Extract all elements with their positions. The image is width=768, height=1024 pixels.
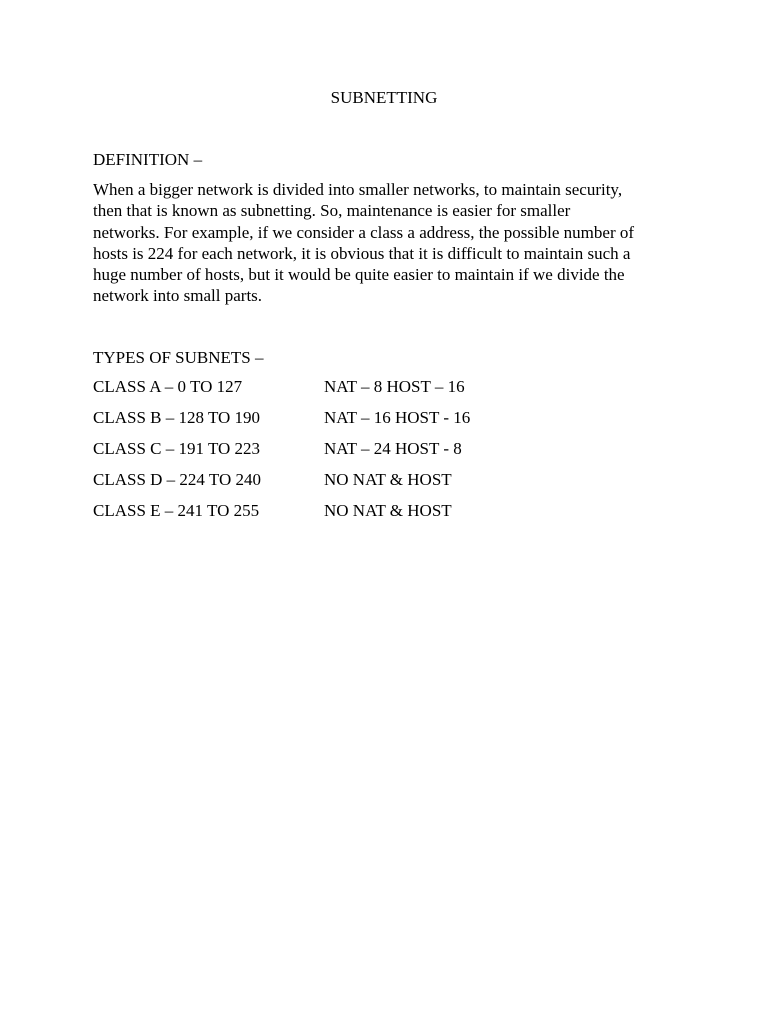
class-range: CLASS D – 224 TO 240 [93, 470, 261, 489]
paragraph-line: networks. For example, if we consider a class a address, the possible number of [93, 222, 635, 242]
paragraph-line: When a bigger network is divided into smaller networks, to maintain security, [93, 180, 623, 199]
nat-host-info: NO NAT & HOST [324, 501, 452, 520]
nat-host-info: NO NAT & HOST [324, 470, 452, 489]
nat-host-info: NAT – 8 HOST – 16 [324, 377, 465, 396]
types-heading: TYPES OF SUBNETS – [93, 348, 264, 367]
nat-host-info: NAT – 24 HOST - 8 [324, 439, 462, 458]
paragraph-line: then that is known as subnetting. So, maintenance is easier for smaller [93, 201, 571, 221]
paragraph-line: huge number of hosts, but it would be quite easier to maintain if we divide the [93, 265, 625, 285]
class-range: CLASS E – 241 TO 255 [93, 501, 260, 520]
paragraph-line: hosts is 224 for each network, it is obvious that it is difficult to maintain such a [93, 243, 631, 263]
nat-host-info: NAT – 16 HOST - 16 [324, 408, 471, 427]
definition-paragraph [93, 179, 673, 307]
class-range: CLASS C – 191 TO 223 [93, 439, 261, 458]
paragraph-line: network into small parts. [93, 286, 263, 306]
class-range: CLASS B – 128 TO 190 [93, 408, 261, 427]
class-range: CLASS A – 0 TO 127 [93, 377, 243, 396]
page-title: SUBNETTING [330, 88, 438, 107]
definition-heading: DEFINITION – [93, 150, 203, 169]
